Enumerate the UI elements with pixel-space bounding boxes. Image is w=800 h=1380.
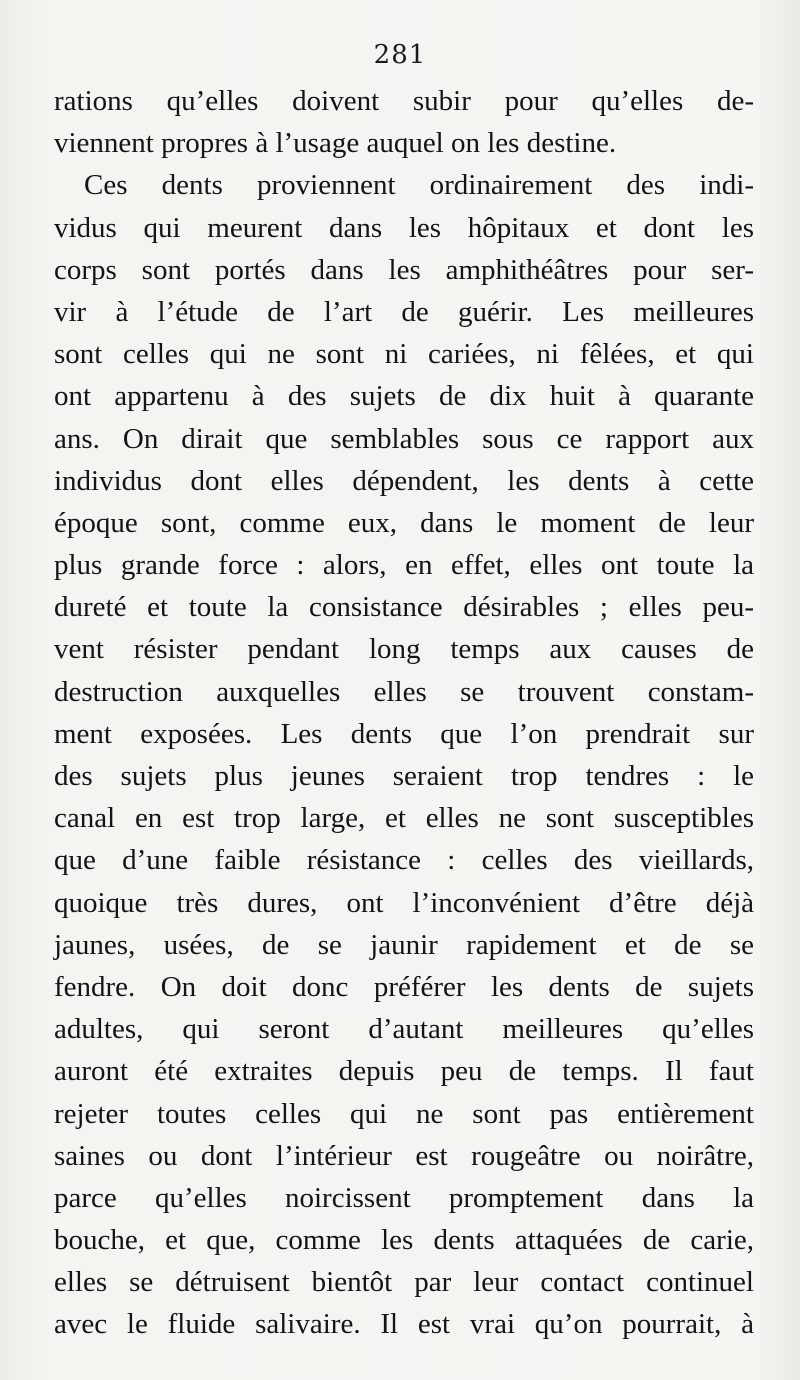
text-line: dureté et toute la consistance désirables ; elles peu-	[54, 591, 754, 624]
text-line: auront été extraites depuis peu de temps. Il faut	[54, 1055, 754, 1088]
text-line: ont appartenu à des sujets de dix huit à quarante	[54, 380, 754, 413]
page-number: 281	[373, 40, 427, 70]
text-line: individus dont elles dépendent, les dents à cette	[54, 464, 754, 497]
text-line: Ces dents proviennent ordinairement des indi-	[84, 169, 754, 202]
text-line: époque sont, comme eux, dans le moment de leur	[54, 506, 754, 539]
text-line: vir à l’étude de l’art de guérir. Les meilleures	[54, 295, 754, 328]
text-line: bouche, et que, comme les dents attaquées de carie,	[54, 1224, 754, 1257]
text-line: saines ou dont l’intérieur est rougeâtre ou noirâtre,	[54, 1139, 754, 1172]
text-line: des sujets plus jeunes seraient trop tendres : le	[54, 760, 754, 792]
text-line: adultes, qui seront d’autant meilleures qu’elles	[54, 1013, 754, 1046]
text-line: avec le fluide salivaire. Il est vrai qu’on pourrait, à	[54, 1308, 754, 1341]
body-text	[54, 80, 754, 1346]
text-line: destruction auxquelles elles se trouvent constam-	[54, 675, 754, 708]
text-line: fendre. On doit donc préférer les dents de sujets	[54, 970, 754, 1003]
text-line: corps sont portés dans les amphithéâtres pour ser-	[54, 253, 754, 286]
text-line: quoique très dures, ont l’inconvénient d’être déjà	[54, 886, 754, 919]
text-line: sont celles qui ne sont ni cariées, ni fêlées, et qui	[54, 338, 754, 371]
text-line: que d’une faible résistance : celles des vieillards,	[54, 844, 754, 877]
text-line: vent résister pendant long temps aux causes de	[54, 633, 754, 666]
text-line: ment exposées. Les dents que l’on prendrait sur	[54, 717, 754, 750]
text-line: parce qu’elles noircissent promptement dans la	[54, 1181, 754, 1214]
text-line: rejeter toutes celles qui ne sont pas entièrement	[54, 1097, 754, 1130]
text-line: canal en est trop large, et elles ne sont susceptibles	[54, 802, 754, 835]
text-line: rations qu’elles doivent subir pour qu’elles de-	[54, 85, 754, 117]
text-line: viennent propres à l’usage auquel on les destine.	[54, 127, 617, 160]
text-line: jaunes, usées, de se jaunir rapidement et de se	[54, 928, 754, 961]
text-line: ans. On dirait que semblables sous ce rapport aux	[54, 422, 754, 455]
text-line: elles se détruisent bientôt par leur contact continuel	[54, 1266, 754, 1299]
text-line: vidus qui meurent dans les hôpitaux et dont les	[54, 211, 754, 244]
text-line: plus grande force : alors, en effet, elles ont toute la	[54, 549, 754, 582]
